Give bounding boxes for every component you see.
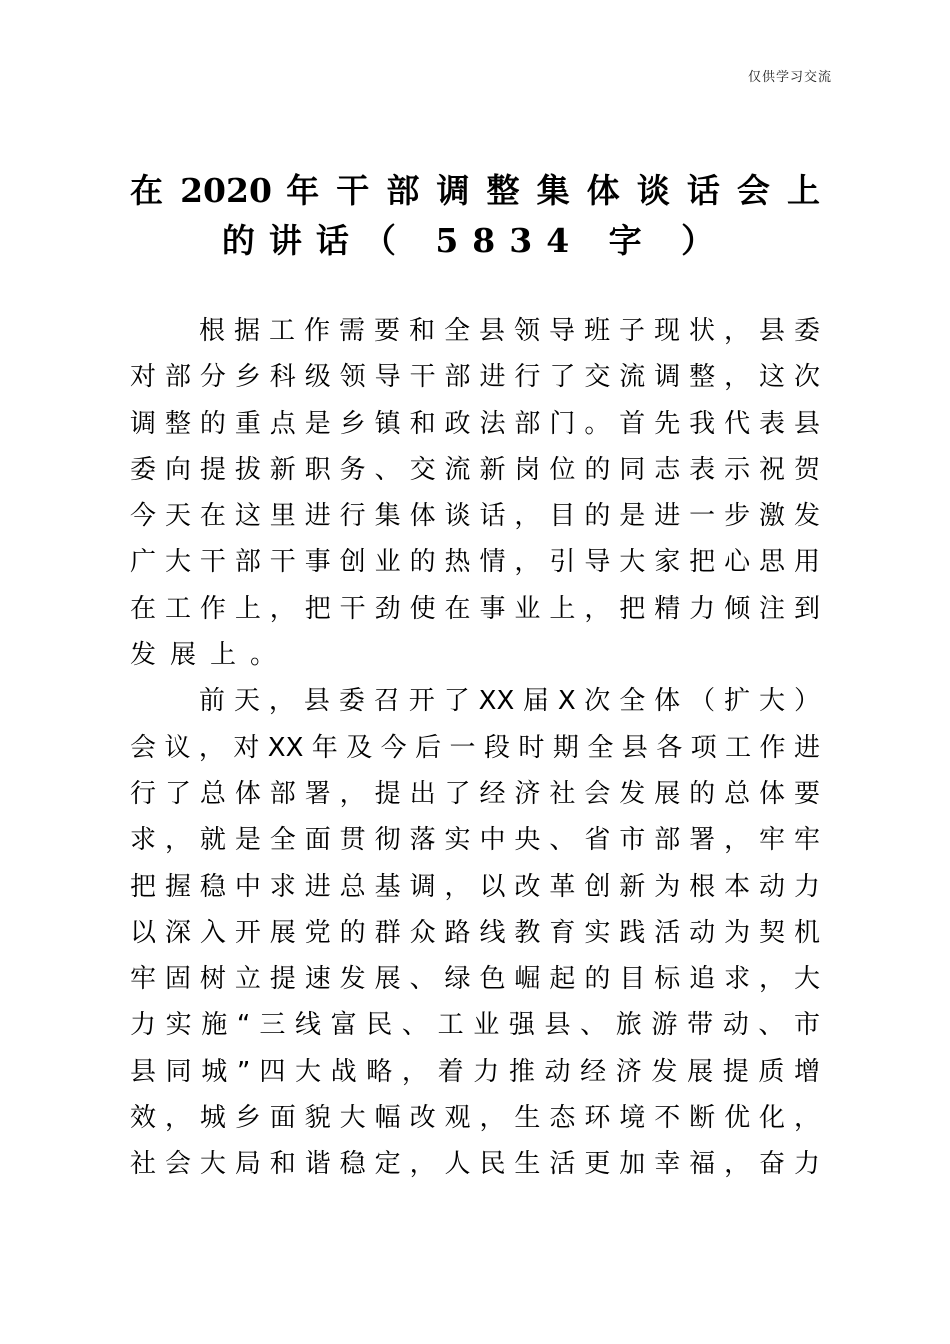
text-line: 发展上。: [130, 640, 291, 671]
title-line-1: 在 2020 年 干 部 调 整 集 体 谈 话 会 上: [130, 171, 820, 210]
text-line: 以 深 入 开 展 党 的 群 众 路 线 教 育 实 践 活 动 为 契 机: [130, 917, 820, 948]
text-line: 县 同 城 ” 四 大 战 略 ， 着 力 推 动 经 济 发 展 提 质 增: [130, 1056, 820, 1087]
text-line: 求 ， 就 是 全 面 贯 彻 落 实 中 央 、 省 市 部 署 ， 牢 牢: [130, 825, 820, 856]
text-line: 效 ， 城 乡 面 貌 大 幅 改 观 ， 生 态 环 境 不 断 优 化 ，: [130, 1103, 820, 1134]
text-line: 力 实 施 “ 三 线 富 民 、 工 业 强 县 、 旅 游 带 动 、 市: [130, 1010, 820, 1041]
paragraph-2: [130, 678, 820, 1187]
text-line: 把 握 稳 中 求 进 总 基 调 ， 以 改 革 创 新 为 根 本 动 力: [130, 871, 820, 902]
text-line: 根 据 工 作 需 要 和 全 县 领 导 班 子 现 状 ， 县 委: [199, 316, 820, 346]
text-line: 前 天 ， 县 委 召 开 了 XX 届 X 次 全 体 （ 扩 大 ）: [199, 686, 820, 717]
text-line: 在 工 作 上 ， 把 干 劲 使 在 事 业 上 ， 把 精 力 倾 注 到: [130, 593, 820, 624]
text-line: 调 整 的 重 点 是 乡 镇 和 政 法 部 门 。 首 先 我 代 表 县: [130, 408, 820, 439]
text-line: 广 大 干 部 干 事 创 业 的 热 情 ， 引 导 大 家 把 心 思 用: [130, 547, 820, 578]
text-line: 行 了 总 体 部 署 ， 提 出 了 经 济 社 会 发 展 的 总 体 要: [130, 778, 820, 809]
text-line: 今 天 在 这 里 进 行 集 体 谈 话 ， 目 的 是 进 一 步 激 发: [130, 501, 820, 532]
document-body: [130, 308, 820, 1188]
header-note: 仅供学习交流: [747, 70, 832, 85]
paragraph-1: [130, 308, 820, 678]
text-line: 会 议 ， 对 XX 年 及 今 后 一 段 时 期 全 县 各 项 工 作 进: [130, 732, 820, 763]
text-line: 委 向 提 拔 新 职 务 、 交 流 新 岗 位 的 同 志 表 示 祝 贺: [130, 454, 820, 485]
text-line: 对 部 分 乡 科 级 领 导 干 部 进 行 了 交 流 调 整 ， 这 次: [130, 362, 820, 393]
text-line: 牢 固 树 立 提 速 发 展 、 绿 色 崛 起 的 目 标 追 求 ， 大: [130, 964, 820, 995]
title-line-2: 的讲话（ 5834 字 ）: [221, 221, 729, 260]
document-title: [130, 166, 820, 266]
text-line: 社 会 大 局 和 谐 稳 定 ， 人 民 生 活 更 加 幸 福 ， 奋 力: [130, 1149, 820, 1180]
